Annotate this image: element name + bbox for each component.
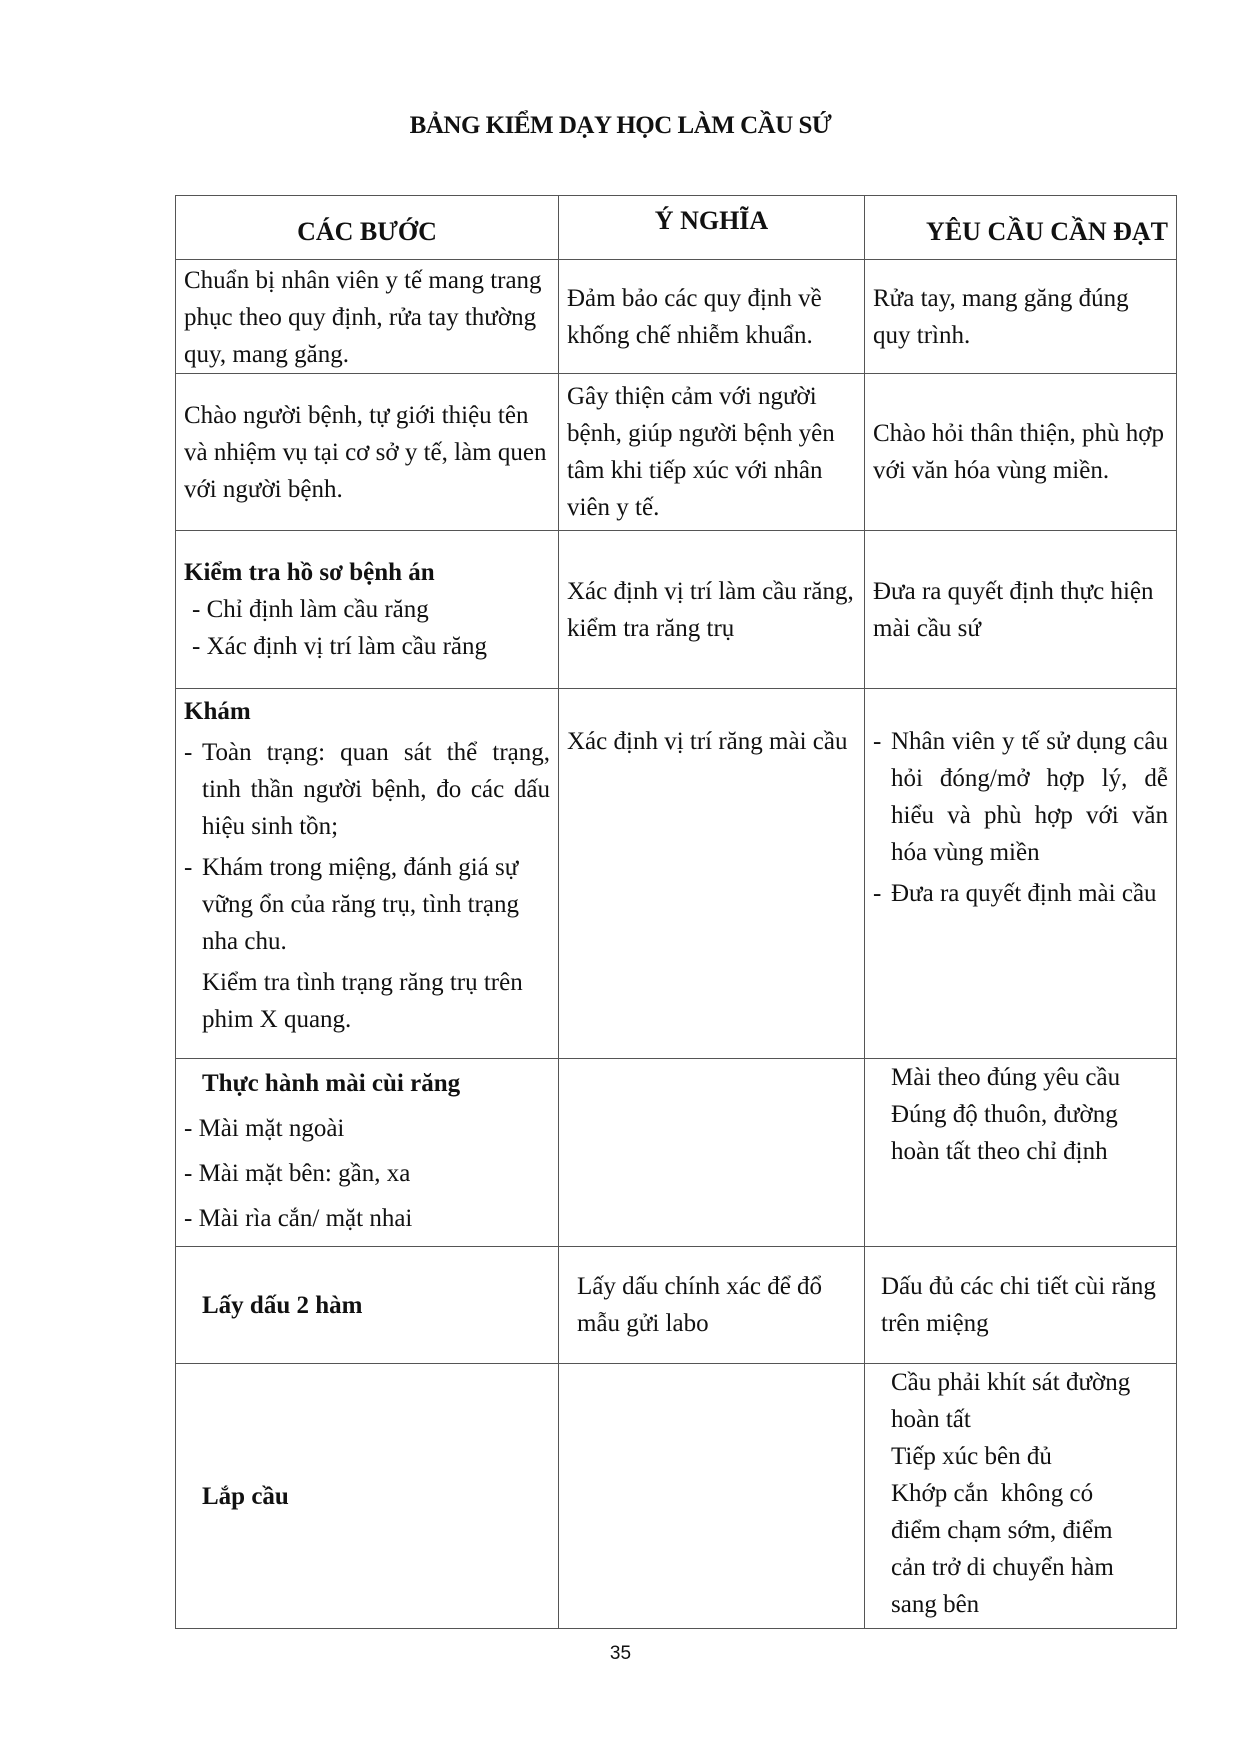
table-row — [176, 1364, 1177, 1629]
dash-bullet: - — [184, 854, 193, 881]
step-item: - Mài rìa cắn/ mặt nhai — [184, 1205, 413, 1232]
step-item: - Toàn trạng: quan sát thể trạng, tinh thần người bệnh, đo các dấu hiệu sinh tồn; — [184, 734, 550, 845]
header-steps: CÁC BƯỚC — [176, 196, 559, 260]
table-row — [176, 531, 1177, 689]
step-cell: Lắp cầu — [176, 1364, 559, 1629]
meaning-cell: Đảm bảo các quy định về khống chế nhiễm khuẩn. — [559, 260, 865, 374]
checklist-table — [175, 195, 1177, 1629]
dash-bullet: - — [873, 880, 882, 907]
requirement-cell: Đưa ra quyết định thực hiện mài cầu sứ — [865, 531, 1177, 689]
meaning-cell — [559, 1364, 865, 1629]
dash-bullet: - — [873, 728, 882, 755]
meaning-cell: Gây thiện cảm với người bệnh, giúp người bệnh yên tâm khi tiếp xúc với nhân viên y tế. — [559, 374, 865, 531]
table-row — [176, 689, 1177, 1059]
step-cell — [176, 689, 559, 1059]
requirement-cell: Cầu phải khít sát đường hoàn tất Tiếp xúc bên đủ Khớp cắn không có điểm chạm sớm, điểm cản trở di chuyển hàm sang bên — [865, 1364, 1177, 1629]
step-cell: Chuẩn bị nhân viên y tế mang trang phục theo quy định, rửa tay thường quy, mang găng. — [176, 260, 559, 374]
header-meaning: Ý NGHĨA — [559, 196, 865, 260]
step-item: - Xác định vị trí làm cầu răng — [192, 633, 488, 660]
header-requirement: YÊU CẦU CẦN ĐẠT — [865, 196, 1177, 260]
step-cell — [176, 531, 559, 689]
table-row — [176, 260, 1177, 374]
dash-bullet: - — [184, 739, 193, 766]
requirement-cell: Dấu đủ các chi tiết cùi răng trên miệng — [865, 1247, 1177, 1364]
step-item: - Chỉ định làm cầu răng — [192, 596, 429, 623]
step-cell — [176, 1059, 559, 1247]
step-cell: Lấy dấu 2 hàm — [176, 1247, 559, 1364]
table-row — [176, 1059, 1177, 1247]
step-title: Thực hành mài cùi răng — [202, 1070, 461, 1097]
step-note: Kiểm tra tình trạng răng trụ trên phim X quang. — [202, 969, 523, 1033]
step-item: - Khám trong miệng, đánh giá sự vững ổn của răng trụ, tình trạng nha chu. — [184, 849, 550, 960]
meaning-cell — [559, 1059, 865, 1247]
requirement-item: - Đưa ra quyết định mài cầu — [873, 875, 1168, 912]
step-title: Kiểm tra hồ sơ bệnh án — [184, 559, 435, 586]
meaning-cell: Lấy dấu chính xác để đổ mẫu gửi labo — [559, 1247, 865, 1364]
requirement-cell: Chào hỏi thân thiện, phù hợp với văn hóa vùng miền. — [865, 374, 1177, 531]
step-item: - Mài mặt ngoài — [184, 1115, 345, 1142]
requirement-item: - Nhân viên y tế sử dụng câu hỏi đóng/mở hợp lý, dễ hiểu và phù hợp với văn hóa vùng miền — [873, 723, 1168, 871]
table-row — [176, 1247, 1177, 1364]
requirement-cell: Rửa tay, mang găng đúng quy trình. — [865, 260, 1177, 374]
requirement-cell — [865, 689, 1177, 1059]
document-title: BẢNG KIỂM DẠY HỌC LÀM CẦU SỨ — [409, 112, 832, 139]
meaning-cell: Xác định vị trí làm cầu răng, kiểm tra răng trụ — [559, 531, 865, 689]
table-header-row — [176, 196, 1177, 260]
table-row — [176, 374, 1177, 531]
step-item: - Mài mặt bên: gần, xa — [184, 1160, 411, 1187]
requirement-cell: Mài theo đúng yêu cầu Đúng độ thuôn, đường hoàn tất theo chỉ định — [865, 1059, 1177, 1247]
step-title: Khám — [184, 698, 251, 725]
meaning-cell: Xác định vị trí răng mài cầu — [559, 689, 865, 1059]
page-number: 35 — [609, 1643, 632, 1664]
step-cell: Chào người bệnh, tự giới thiệu tên và nhiệm vụ tại cơ sở y tế, làm quen với người bệnh. — [176, 374, 559, 531]
